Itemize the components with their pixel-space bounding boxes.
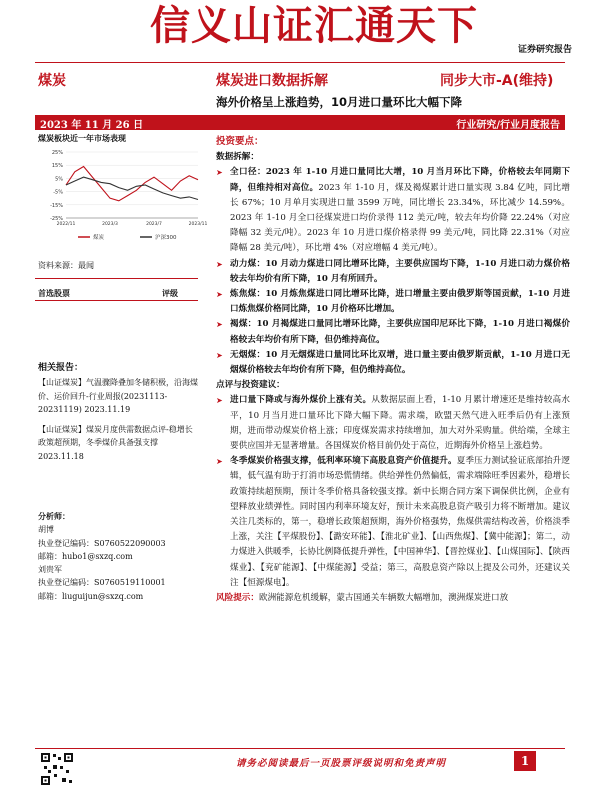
picks-header: 首选股票 <box>38 288 70 298</box>
y-tick-label: 25% <box>51 150 63 156</box>
analysts-title: 分析师： <box>38 511 70 521</box>
picks-rating-header: 评级 <box>162 288 178 298</box>
analyst-cert: 执业登记编码：S0760519110001 <box>38 578 166 588</box>
x-tick-label: 2023/7 <box>146 222 162 227</box>
triangle-bullet-icon: ➤ <box>216 168 223 178</box>
chart-title: 煤炭板块近一年市场表现 <box>38 133 126 143</box>
bullet-item: ➤ 冬季煤炭价格强支撑，低利率环境下高股息资产价值提升。夏季压力测试验证底部抬升逻辑，低气温有助于打消市场恐慌情绪。供给弹性仍然偏低，需求端除旺季因素外，稳增长政策持续超预期，预计冬季价格具备较强支撑。新中长期合同方案下调保供比例，企业有望释放业绩弹性。同时国内利率环境友好，预计未来高股息资产吸引力将不断增加。建议关注几类标的，第一，稳增长政策超预期，海外价格强势，焦煤供需结构改善，价格淡季上涨，关注【平煤股份】、【潞安环能】、【淮北矿业】、【山西焦煤】、【冀中能源】；第二，动力煤进入供暖季，长协比例降低提升弹性，【中国神华】、【晋控煤业】、【山煤国际】、【陕西煤业】、【兖矿能源】、【中煤能源】受益；第三，高股息资产除以上提及公司外，还建议关注【恒源煤电】。 <box>216 456 570 588</box>
disclaimer-notice: 请务必阅读最后一页股票评级说明和免责声明 <box>236 758 447 769</box>
triangle-bullet-icon: ➤ <box>216 396 223 406</box>
chart-x-ticks <box>57 221 208 227</box>
legend-label: 沪深300 <box>155 235 177 241</box>
analyst-email[interactable]: 邮箱：liuguijun@sxzq.com <box>38 591 144 601</box>
triangle-bullet-icon: ➤ <box>216 290 223 300</box>
investment-title: 投资要点： <box>216 136 264 147</box>
triangle-bullet-icon: ➤ <box>216 259 223 269</box>
bullet-item: ➤ 无烟煤：10 月无烟煤进口量同比环比双增，进口量主要由俄罗斯贡献，1-10 月进口无烟煤价格较去年均价有所下降，但仍维持高位。 <box>216 349 570 376</box>
report-type: 行业研究/行业月度报告 <box>456 120 560 131</box>
risk-warning: 风险提示：欧洲能源危机缓解，蒙古国通关车辆数大幅增加，澳洲煤炭进口放 <box>216 593 509 604</box>
market-performance-chart <box>38 146 208 246</box>
related-reports <box>38 376 198 469</box>
bullet-item: ➤ 炼焦煤：10 月炼焦煤进口同比增环比降，进口增量主要由俄罗斯等国贡献，1-10 月进口炼焦煤价格同比降，10 月价格环比增加。 <box>216 289 570 315</box>
bullet-item: ➤ 全口径：2023 年 1-10 月进口量同比大增，10 月当月环比下降，价格较去年同期下降，但维持相对高位。2023 年 1-10 月，煤及褐煤累计进口量实现 3.84 亿吨，同比增长 67%；10 月单月实现进口量 3599 万吨，同比增长 23.34%，环比减少 14.59%。2023 年 1-10 月全口径煤炭进口均价录得 112 美元/吨，较去年均价降 22.24%（对应降幅 32 美元/吨）。2023 年 10 月进口煤价格录得 99 美元/吨，同比降 22.31%（对应降幅 28 美元/吨），环比增 4%（对应增幅 4 美元/吨）。 <box>216 167 570 254</box>
report-category: 证券研究报告 <box>518 45 573 55</box>
advice-title: 点评与投资建议： <box>216 380 285 391</box>
triangle-bullet-icon: ➤ <box>216 320 223 330</box>
analyst-email[interactable]: 邮箱：hubo1@sxzq.com <box>38 551 133 561</box>
legend-label: 煤炭 <box>93 235 105 241</box>
chart-grid <box>66 152 198 218</box>
bullet-item: ➤ 进口量下降或与海外煤价上涨有关。从数据层面上看，1-10 月累计增速还是维持较高水平，10 月当月进口量环比下降大幅下降。需求端，欧盟天然气进入旺季后仍有上涨预期，进而带动煤炭价格上涨；印度煤炭需求持续增加，加大对外采购量。供给端，全球主要供应国并无显著增量。各国煤炭价格目前仍处于高位，近期海外价格呈上涨趋势。 <box>216 395 570 452</box>
series-line-沪深300 <box>66 177 198 199</box>
footer-divider <box>35 748 565 749</box>
brand-logo-text: 信义山证汇通天下 <box>150 3 478 49</box>
x-tick-label: 2023/3 <box>102 222 118 227</box>
analyst-name: 胡博 <box>38 525 54 535</box>
bullet-item: ➤ 动力煤：10 月动力煤进口同比增环比降，主要供应国均下降，1-10 月进口动力煤价格较去年均价有所下降，10 月有所回升。 <box>216 258 570 284</box>
triangle-bullet-icon: ➤ <box>216 350 223 360</box>
sector-label: 煤炭 <box>38 73 66 89</box>
y-tick-label: 15% <box>51 163 63 170</box>
triangle-bullet-icon: ➤ <box>216 457 223 467</box>
analyst-cert: 执业登记编码：S0760522090003 <box>38 538 166 548</box>
report-body <box>216 134 570 606</box>
analyst-name: 刘贵军 <box>38 565 62 575</box>
bullet-item: ➤ 褐煤：10 月褐煤进口量同比增环比降，主要供应国印尼环比下降，1-10 月进口褐煤价格较去年均价有所下降，但仍维持高位。 <box>216 319 570 345</box>
report-title: 煤炭进口数据拆解 <box>216 73 328 89</box>
qr-code-icon <box>40 752 74 786</box>
picks-top-rule <box>35 278 198 279</box>
page-number: 1 <box>514 751 536 771</box>
related-report-item[interactable]: 【山证煤炭】煤炭月度供需数据点评-稳增长政策超预期，冬季煤价具备强支撑 2023.11.18 <box>38 424 193 461</box>
related-report-item[interactable]: 【山证煤炭】气温骤降叠加冬储积极，沿海煤价、运价回升-行业周报(20231113-20231119) 2023.11.19 <box>38 378 198 414</box>
analysts-block <box>38 510 198 603</box>
chart-y-ticks <box>50 150 63 222</box>
x-tick-label: 2023/11 <box>188 222 208 227</box>
report-date: 2023 年 11 月 26 日 <box>40 120 144 131</box>
report-subtitle: 海外价格呈上涨趋势，10月进口量环比大幅下降 <box>216 95 463 109</box>
chart-series <box>66 167 198 201</box>
chart-source: 资料来源：最闻 <box>38 261 94 270</box>
y-tick-label: -25% <box>50 216 63 222</box>
picks-bottom-rule <box>35 300 198 301</box>
y-tick-label: 5% <box>55 176 63 183</box>
y-tick-label: -15% <box>50 202 63 209</box>
x-tick-label: 2022/11 <box>56 222 76 227</box>
related-reports-title: 相关报告： <box>38 363 84 373</box>
y-tick-label: -5% <box>53 189 63 196</box>
series-line-煤炭 <box>66 167 198 201</box>
chart-legend <box>78 233 177 241</box>
rating-label: 同步大市-A(维持) <box>440 73 554 89</box>
header-divider <box>35 62 565 63</box>
data-breakdown-title: 数据拆解： <box>216 152 259 163</box>
